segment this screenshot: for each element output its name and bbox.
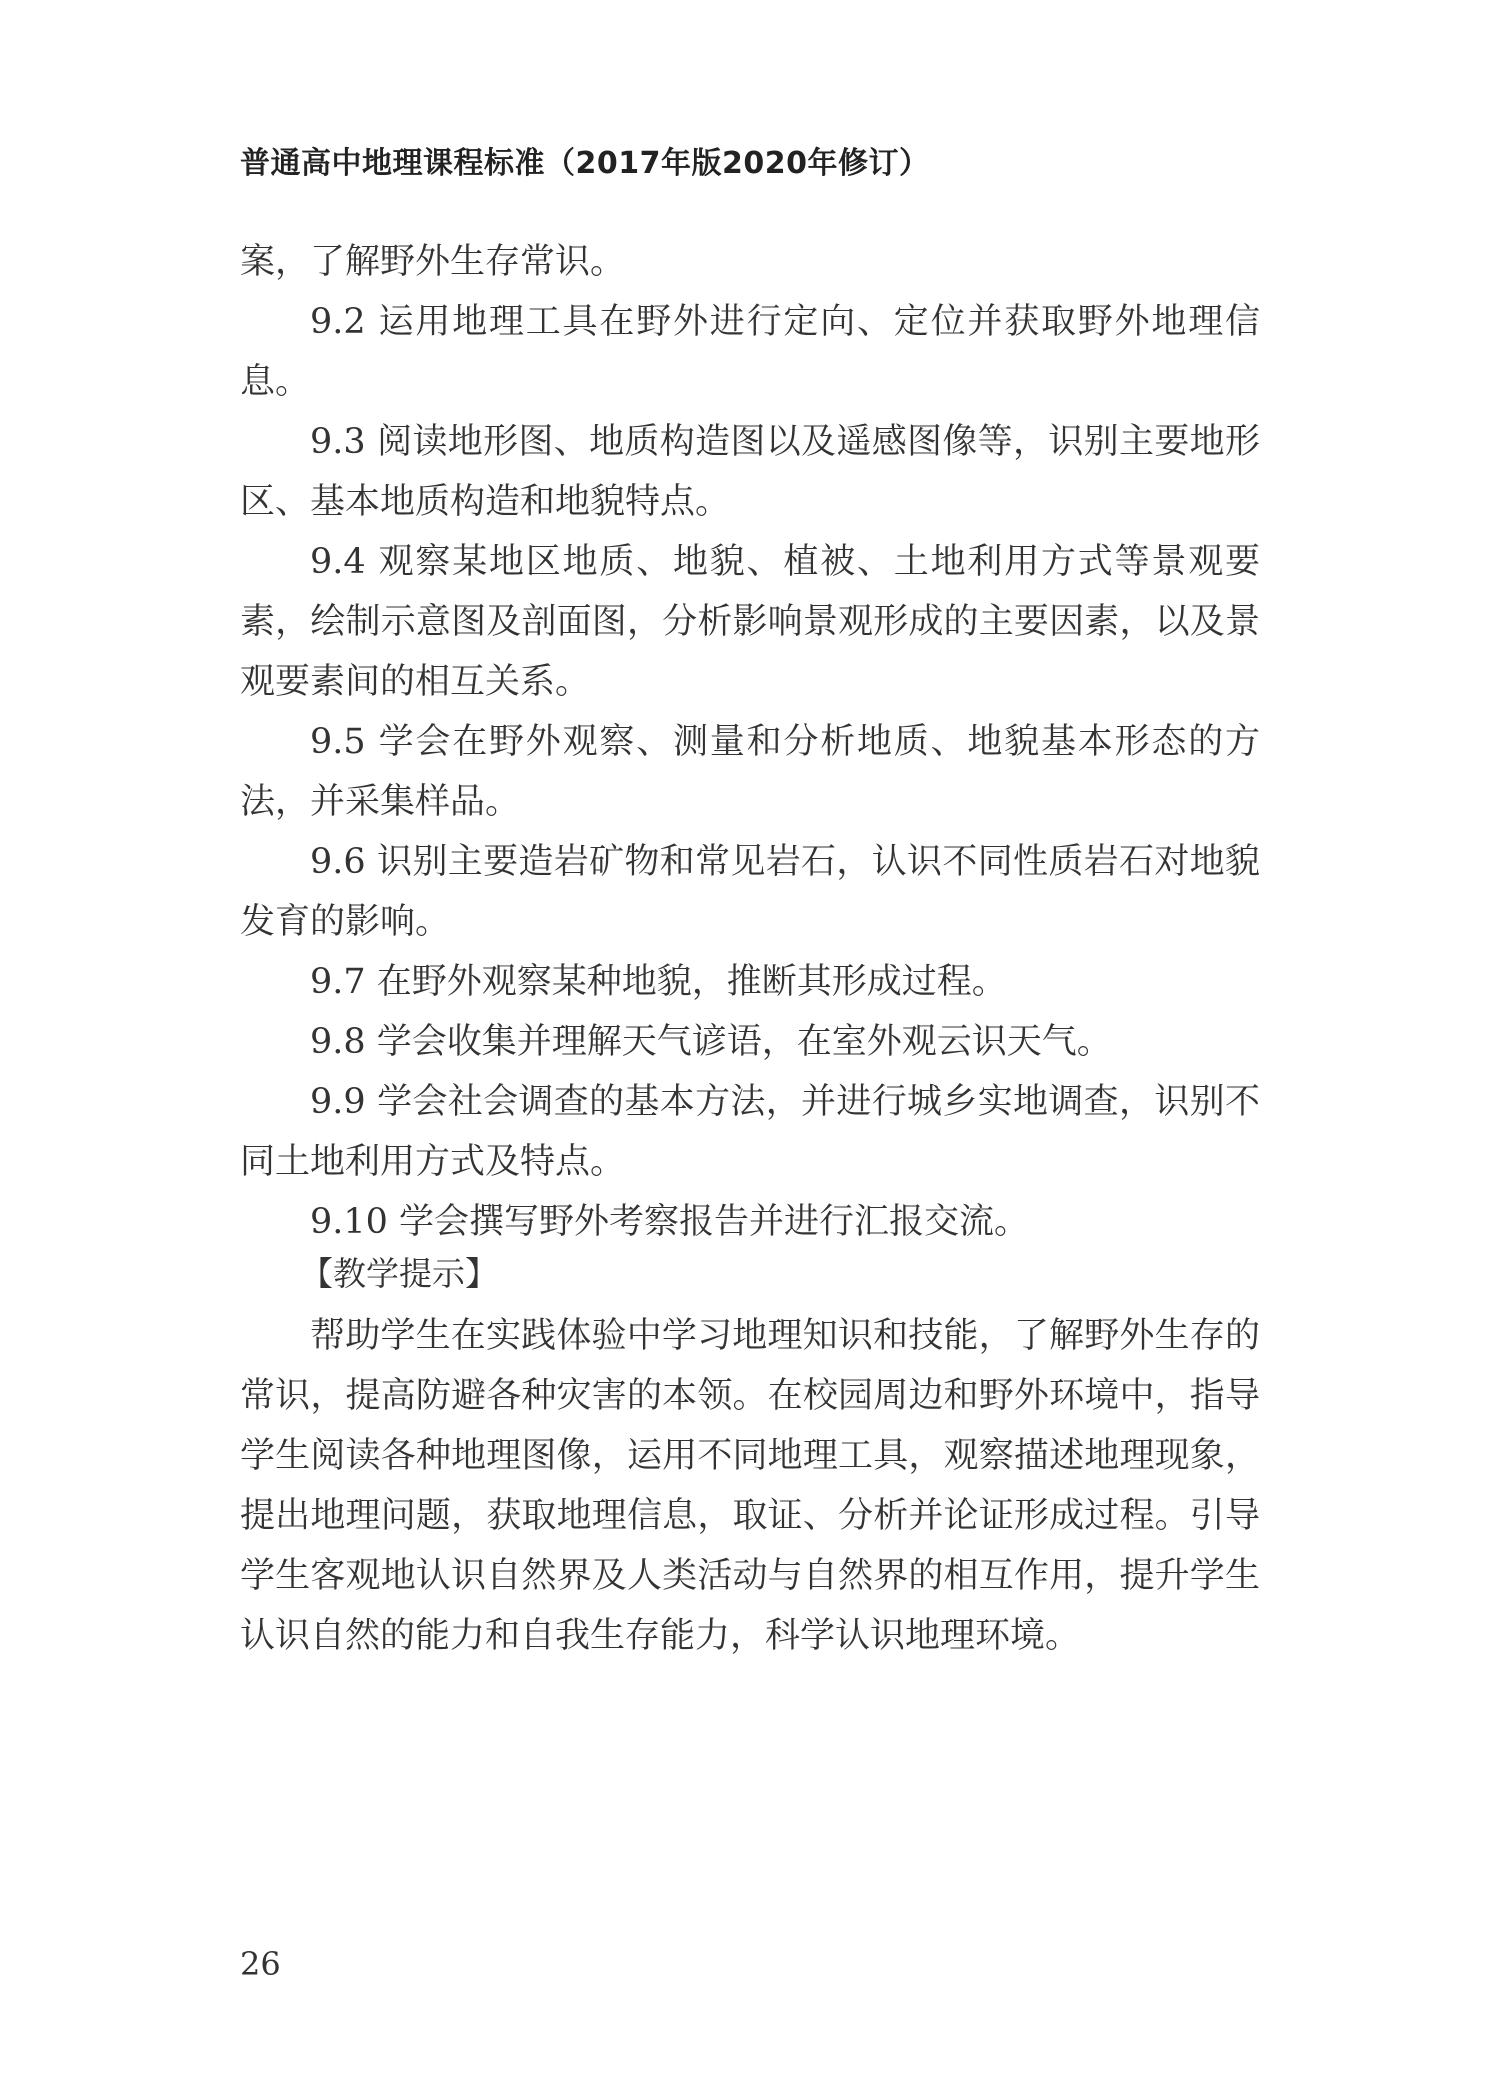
list-item: 9.10 学会撰写野外考察报告并进行汇报交流。 — [310, 1202, 1030, 1242]
list-item: 9.7 在野外观察某种地貌，推断其形成过程。 — [310, 962, 1007, 1002]
teaching-tips-body — [240, 1306, 1260, 1666]
teaching-tips-heading: 【教学提示】 — [300, 1254, 498, 1293]
teaching-tips-paragraph: 帮助学生在实践体验中学习地理知识和技能，了解野外生存的常识，提高防避各种灾害的本领。在校园周边和野外环境中，指导学生阅读各种地理图像，运用不同地理工具，观察描述地理现象，提出地理问题，获取地理信息，取证、分析并论证形成过程。引导学生客观地认识自然界及人类活动与自然界的相互作用，提升学生认识自然的能力和自我生存能力，科学认识地理环境。 — [240, 1316, 1260, 1656]
list-item: 9.3 阅读地形图、地质构造图以及遥感图像等，识别主要地形区、基本地质构造和地貌特点。 — [240, 422, 1260, 522]
running-header: 普通高中地理课程标准（2017年版2020年修订） — [240, 146, 930, 181]
list-item: 9.6 识别主要造岩矿物和常见岩石，认识不同性质岩石对地貌发育的影响。 — [240, 842, 1260, 942]
page-number: 26 — [240, 1945, 281, 1983]
list-item: 9.2 运用地理工具在野外进行定向、定位并获取野外地理信息。 — [240, 302, 1260, 402]
list-item: 9.9 学会社会调查的基本方法，并进行城乡实地调查，识别不同土地利用方式及特点。 — [240, 1082, 1260, 1182]
list-item: 9.8 学会收集并理解天气谚语，在室外观云识天气。 — [310, 1022, 1112, 1062]
list-item: 9.5 学会在野外观察、测量和分析地质、地貌基本形态的方法，并采集样品。 — [240, 722, 1260, 822]
continuation-paragraph: 案，了解野外生存常识。 — [240, 242, 626, 282]
body-text — [240, 232, 1260, 1252]
list-item: 9.4 观察某地区地质、地貌、植被、土地利用方式等景观要素，绘制示意图及剖面图，分析影响景观形成的主要因素，以及景观要素间的相互关系。 — [240, 542, 1260, 702]
